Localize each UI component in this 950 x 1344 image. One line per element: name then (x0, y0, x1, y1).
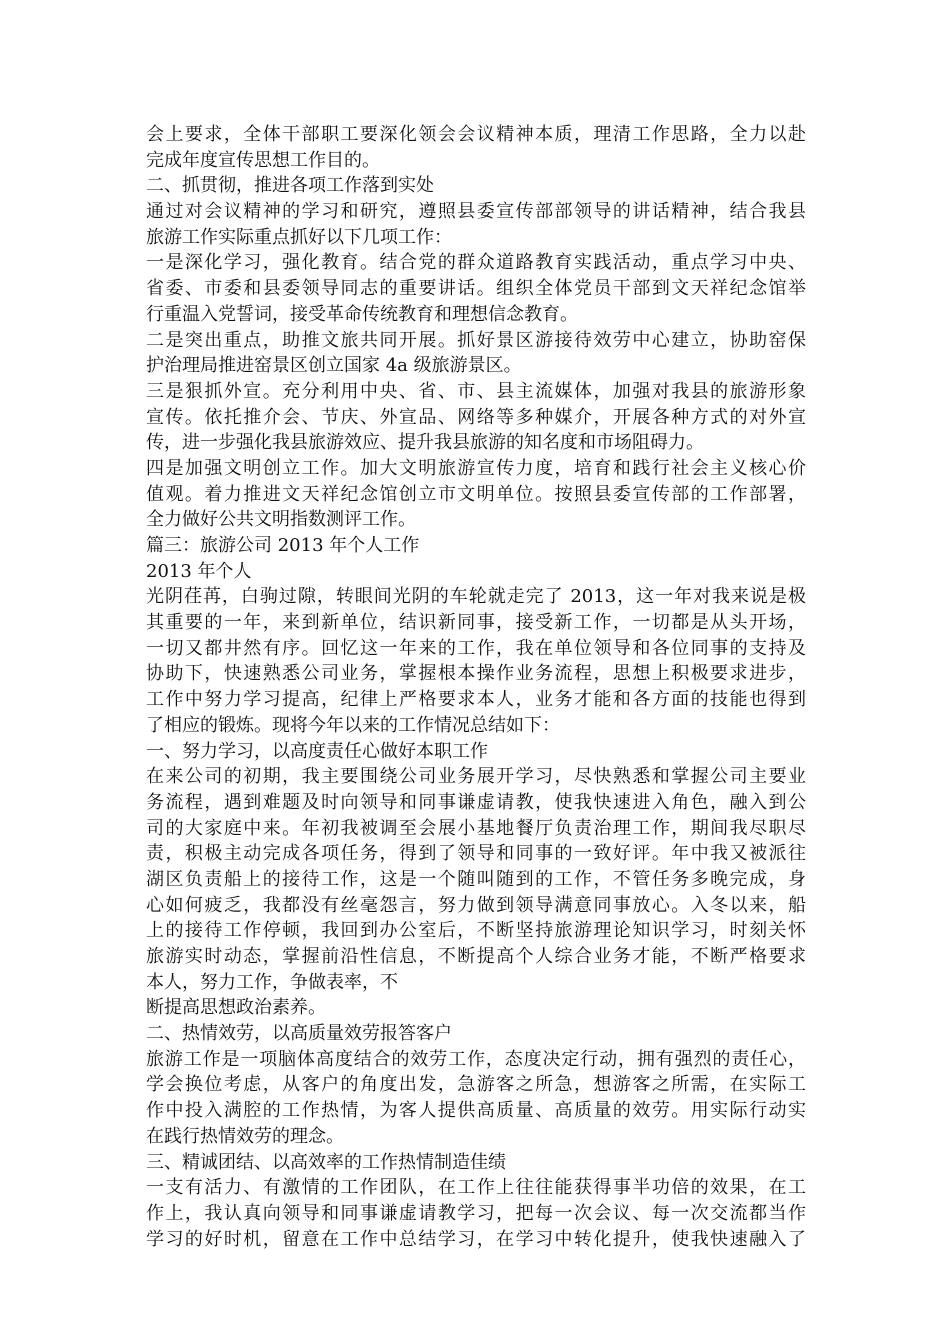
text-line: 心如何疲乏，我都没有丝毫怨言，努力做到领导满意同事放心。入冬以来，船 (146, 894, 806, 916)
text-line: 作上，我认真向领导和同事谦虚请教学习，把每一次会议、每一次交流都当作 (146, 1202, 806, 1224)
text-line: 2013 年个人 (146, 560, 252, 582)
text-line: 旅游工作是一项脑体高度结合的效劳工作，态度决定行动，拥有强烈的责任心， (146, 1048, 806, 1070)
text-line: 省委、市委和县委领导同志的重要讲话。组织全体党员干部到文天祥纪念馆举 (146, 278, 806, 300)
text-line: 全力做好公共文明指数测评工作。 (146, 509, 416, 531)
document-body (146, 122, 806, 1252)
text-line: 三是狠抓外宣。充分利用中央、省、市、县主流媒体，加强对我县的旅游形象 (146, 380, 806, 402)
text-line: 一切又都井然有序。回忆这一年来的工作，我在单位领导和各位同事的支持及 (146, 637, 806, 659)
text-line: 学习的好时机，留意在工作中总结学习，在学习中转化提升，使我快速融入了 (146, 1228, 806, 1250)
text-line: 二是突出重点，助推文旅共同开展。抓好景区游接待效劳中心建立，协助窑保 (146, 329, 806, 351)
text-line: 三、精诚团结、以高效率的工作热情制造佳绩 (146, 1151, 506, 1173)
text-line: 篇三：旅游公司 2013 年个人工作 (146, 535, 420, 556)
text-line: 本人，努力工作，争做表率，不 (146, 971, 398, 993)
text-line: 一支有活力、有激情的工作团队，在工作上往往能获得事半功倍的效果，在工 (146, 1177, 806, 1199)
text-line: 值观。着力推进文天祥纪念馆创立市文明单位。按照县委宣传部的工作部署， (146, 483, 806, 505)
text-line: 上的接待工作停顿，我回到办公室后，不断坚持旅游理论知识学习，时刻关怀 (146, 920, 806, 942)
text-line: 了相应的锻炼。现将今年以来的工作情况总结如下： (146, 714, 560, 736)
text-line: 宣传。依托推介会、节庆、外宣品、网络等多种媒介，开展各种方式的对外宣 (146, 406, 806, 428)
text-line: 断提高思想政治素养。 (146, 997, 326, 1019)
text-line: 完成年度宣传思想工作目的。 (146, 149, 380, 171)
text-line: 行重温入党誓词，接受革命传统教育和理想信念教育。 (146, 303, 578, 325)
text-line: 二、热情效劳，以高质量效劳报答客户 (146, 1023, 452, 1045)
text-line: 作中投入满腔的工作热情，为客人提供高质量、高质量的效劳。用实际行动实 (146, 1100, 806, 1122)
text-line: 通过对会议精神的学习和研究，遵照县委宣传部部领导的讲话精神，结合我县 (146, 201, 806, 223)
text-line: 二、抓贯彻，推进各项工作落到实处 (146, 175, 434, 197)
text-line: 务流程，遇到难题及时向领导和同事谦虚请教，使我快速进入角色，融入到公 (146, 791, 806, 813)
text-line: 会上要求，全体干部职工要深化领会会议精神本质，理清工作思路，全力以赴 (146, 124, 806, 145)
text-line: 一、努力学习，以高度责任心做好本职工作 (146, 740, 488, 762)
text-line: 传，进一步强化我县旅游效应、提升我县旅游的知名度和市场阻碍力。 (146, 432, 704, 454)
text-line: 其重要的一年，来到新单位，结识新同事，接受新工作，一切都是从头开场， (146, 612, 806, 634)
text-line: 护治理局推进窑景区创立国家 4a 级旅游景区。 (146, 355, 522, 377)
text-line: 在来公司的初期，我主要围绕公司业务展开学习，尽快熟悉和掌握公司主要业 (146, 766, 806, 788)
text-line: 旅游工作实际重点抓好以下几项工作： (146, 226, 452, 248)
text-line: 光阴荏苒，白驹过隙，转眼间光阴的车轮就走完了 2013，这一年对我来说是极 (146, 586, 806, 608)
text-line: 协助下，快速熟悉公司业务，掌握根本操作业务流程，思想上积极要求进步， (146, 663, 806, 685)
text-line: 司的大家庭中来。年初我被调至会展小基地餐厅负责治理工作，期间我尽职尽 (146, 817, 806, 839)
text-line: 责，积极主动完成各项任务，得到了领导和同事的一致好评。年中我又被派往 (146, 843, 806, 865)
text-line: 在践行热情效劳的理念。 (146, 1125, 344, 1147)
text-line: 旅游实时动态，掌握前沿性信息，不断提高个人综合业务才能，不断严格要求 (146, 946, 806, 967)
text-line: 学会换位考虑，从客户的角度出发，急游客之所急，想游客之所需，在实际工 (146, 1074, 806, 1096)
text-line: 工作中努力学习提高，纪律上严格要求本人，业务才能和各方面的技能也得到 (146, 689, 806, 711)
text-line: 四是加强文明创立工作。加大文明旅游宣传力度，培育和践行社会主义核心价 (146, 457, 806, 479)
text-line: 一是深化学习，强化教育。结合党的群众道路教育实践活动，重点学习中央、 (146, 252, 806, 274)
text-line: 湖区负责船上的接待工作，这是一个随叫随到的工作，不管任务多晚完成，身 (146, 868, 806, 890)
